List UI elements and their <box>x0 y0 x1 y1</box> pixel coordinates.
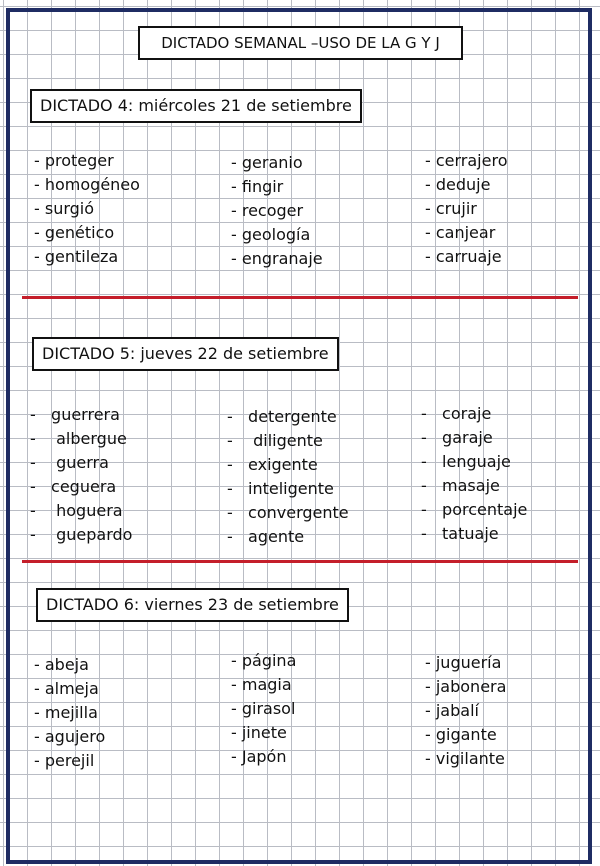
word-list-dictado-6-col-2 <box>231 649 296 769</box>
worksheet-title: DICTADO SEMANAL –USO DE LA G Y J <box>138 26 463 60</box>
word-item: - garaje <box>421 428 493 447</box>
word-item: - coraje <box>421 404 492 423</box>
word-item: - Japón <box>231 747 287 766</box>
section-heading-dictado-6: DICTADO 6: viernes 23 de setiembre <box>36 588 349 622</box>
word-item: - homogéneo <box>34 175 140 194</box>
word-item: - geranio <box>231 153 303 172</box>
word-item: - recoger <box>231 201 304 220</box>
word-item: - jabonera <box>425 677 507 696</box>
word-item: - abeja <box>34 655 89 674</box>
word-item: - jabalí <box>425 701 479 720</box>
word-item: - deduje <box>425 175 491 194</box>
section-heading-dictado-5: DICTADO 5: jueves 22 de setiembre <box>32 337 339 371</box>
word-list-dictado-5-col-3 <box>421 402 527 546</box>
word-item: - perejil <box>34 751 95 770</box>
word-item: - lenguaje <box>421 452 511 471</box>
word-list-dictado-5-col-2 <box>227 405 349 549</box>
word-item: - girasol <box>231 699 296 718</box>
word-item: - proteger <box>34 151 114 170</box>
word-item: - gentileza <box>34 247 119 266</box>
word-item: - fingir <box>231 177 284 196</box>
word-item: - engranaje <box>231 249 323 268</box>
word-item: - surgió <box>34 199 95 218</box>
section-divider <box>22 560 578 563</box>
word-item: - inteligente <box>227 479 334 498</box>
word-item: - agente <box>227 527 305 546</box>
word-item: - guepardo <box>30 525 133 544</box>
word-item: - página <box>231 651 297 670</box>
word-item: - diligente <box>227 431 323 450</box>
word-item: - mejilla <box>34 703 98 722</box>
word-item: - vigilante <box>425 749 505 768</box>
word-list-dictado-6-col-3 <box>425 651 506 771</box>
word-item: - genético <box>34 223 115 242</box>
word-list-dictado-6-col-1 <box>34 653 105 773</box>
word-item: - agujero <box>34 727 106 746</box>
word-item: - guerra <box>30 453 109 472</box>
word-item: - masaje <box>421 476 500 495</box>
word-item: - convergente <box>227 503 349 522</box>
word-item: - almeja <box>34 679 99 698</box>
word-item: - porcentaje <box>421 500 528 519</box>
word-item: - geología <box>231 225 311 244</box>
word-item: - detergente <box>227 407 337 426</box>
word-item: - magia <box>231 675 292 694</box>
word-item: - albergue <box>30 429 127 448</box>
word-list-dictado-5-col-1 <box>30 403 132 547</box>
word-item: - guerrera <box>30 405 120 424</box>
section-divider <box>22 296 578 299</box>
word-list-dictado-4-col-3 <box>425 149 507 269</box>
word-item: - crujir <box>425 199 477 218</box>
word-list-dictado-4-col-2 <box>231 151 323 271</box>
word-item: - juguería <box>425 653 502 672</box>
word-item: - ceguera <box>30 477 117 496</box>
word-item: - jinete <box>231 723 287 742</box>
word-list-dictado-4-col-1 <box>34 149 140 269</box>
word-item: - hoguera <box>30 501 123 520</box>
word-item: - cerrajero <box>425 151 508 170</box>
section-heading-dictado-4: DICTADO 4: miércoles 21 de setiembre <box>30 89 362 123</box>
word-item: - carruaje <box>425 247 502 266</box>
word-item: - tatuaje <box>421 524 499 543</box>
word-item: - canjear <box>425 223 496 242</box>
word-item: - exigente <box>227 455 318 474</box>
word-item: - gigante <box>425 725 497 744</box>
